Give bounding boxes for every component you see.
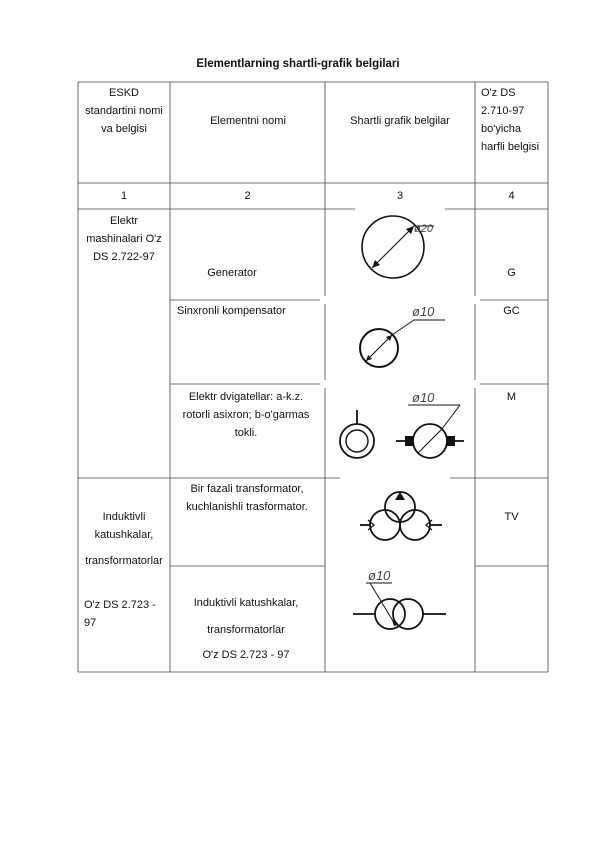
letter-code-generator: G bbox=[507, 267, 516, 279]
header-col-letter-code: O'z DS 2.710-97 bo'yicha harfli belgisi bbox=[481, 87, 540, 153]
compensator-dimension: ø10 bbox=[412, 304, 435, 319]
group-electric-machines: Elektr mashinalari O'z DS 2.722-97 bbox=[86, 215, 162, 263]
inductor-transformer-symbol bbox=[353, 583, 446, 629]
letter-code-compensator: GC bbox=[503, 305, 520, 317]
document-title: Elementlarning shartli-grafik belgilari bbox=[196, 58, 400, 70]
element-name-inductors-3: O'z DS 2.723 - 97 bbox=[202, 649, 290, 661]
group-inductors-line2: transformatorlar bbox=[85, 555, 163, 567]
col-number-4: 4 bbox=[508, 190, 515, 202]
inductor-dimension: ø10 bbox=[368, 568, 391, 583]
generator-dimension: ø20 bbox=[414, 223, 433, 235]
element-name-generator: Generator bbox=[207, 267, 257, 279]
motor-symbols bbox=[340, 405, 464, 458]
compensator-symbol bbox=[360, 320, 445, 367]
col-number-1: 1 bbox=[120, 190, 128, 202]
header-col-symbols: Shartli grafik belgilar bbox=[350, 115, 450, 127]
element-name-motors: Elektr dvigatellar: a-k.z. rotorli asixron; b-o'garmas tokli. bbox=[182, 391, 310, 439]
col-number-3: 3 bbox=[396, 190, 404, 202]
motor-dimension: ø10 bbox=[412, 390, 435, 405]
element-name-inductors-1: Induktivli katushkalar, bbox=[193, 597, 299, 609]
letter-code-motors: M bbox=[506, 391, 517, 403]
group-inductors-standard: O'z DS 2.723 - 97 bbox=[84, 599, 156, 629]
group-inductors-line1: Induktivli katushkalar, bbox=[94, 511, 154, 541]
element-name-compensator: Sinxronli kompensator bbox=[177, 305, 286, 317]
element-name-transformer: Bir fazali transformator, kuchlanishli trasformator. bbox=[186, 483, 308, 513]
transformer-symbol bbox=[360, 492, 442, 540]
element-name-inductors-2: transformatorlar bbox=[207, 624, 285, 636]
col-number-2: 2 bbox=[244, 190, 251, 202]
header-col-standard: ESKD standartini nomi va belgisi bbox=[85, 87, 163, 135]
letter-code-transformer: TV bbox=[504, 511, 519, 523]
header-col-element-name: Elementni nomi bbox=[210, 115, 286, 127]
